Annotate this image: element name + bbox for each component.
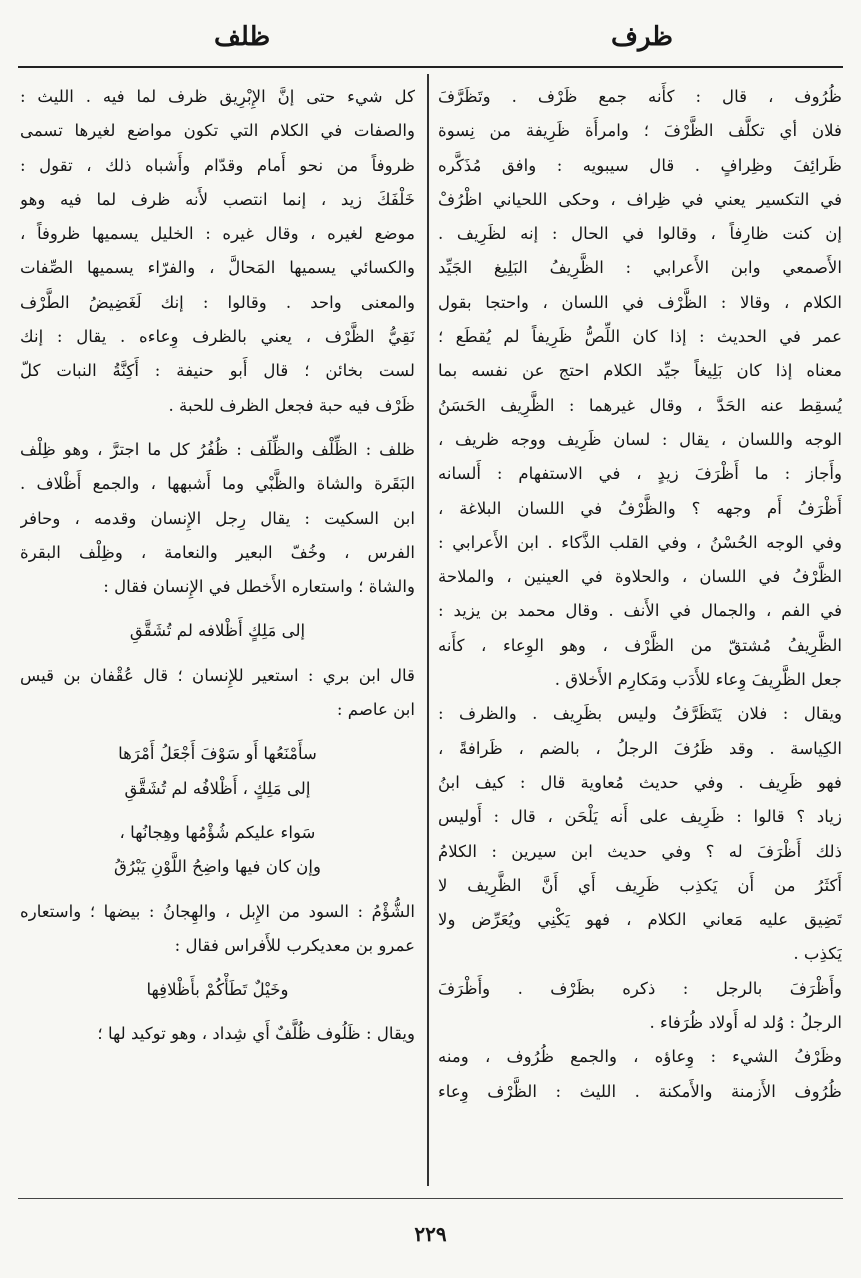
text-line: موضع لغيره ، وقال غيره : الخليل يسميها ظروفاً ، [20, 224, 415, 244]
text-line: ويقال : ظَلُوف ظُلَّفٌ أَي شِداد ، وهو توكيد لها ؛ [97, 1024, 415, 1044]
spacer [20, 423, 415, 433]
text-line: وأَظْرَفَ بالرجل : ذكره بظَرْف . وأَظْرَفَ [438, 978, 842, 998]
right-column [438, 80, 842, 1190]
text-line: يُسقِط عنه الحَدَّ ، وقال غيرهما : الظَّرِيف الحَسَنُ [438, 395, 842, 415]
text-line: فلان أي تكلَّف الظَّرْفَ ؛ وامرأَة ظَرِيفة من نِسوة [438, 121, 842, 141]
text-line: الأَصمعي وابن الأَعرابي : الظَّرِيفُ البَلِيغ الجَيِّد [438, 258, 842, 278]
text-line: في التكسير يعني في ظِراف ، وحكى اللحياني اظْرُفْ [438, 189, 842, 209]
text-line: والمعنى واحد . وقالوا : إنك لَغَضِيضُ الطَّرْف [20, 292, 415, 312]
spacer [20, 806, 415, 816]
text-line: أَظْرَفُ أَم وجهه ؟ والظَّرْفُ في اللسان البلاغة ، [438, 498, 842, 518]
verse-line: سَواء عليكم شُؤْمُها وهِجانُها ، [119, 822, 316, 842]
text-line: الظَّرِيفُ مُشتقّ من الظَّرْف ، وهو الوِعاء ، كأَنه [438, 635, 842, 655]
text-line: جعل الظَّرِيفَ وِعاء للأَدَب ومَكارِم الأَخلاق . [554, 670, 842, 690]
text-line: يَكذِب . [793, 944, 842, 964]
footer-rule [18, 1198, 843, 1199]
verse-line: وإن كان فيها واضِحُ اللَّوْنِ يَبْرُقُ [114, 857, 321, 877]
text-line: كل شيء حتى إنَّ الإِبْرِيق ظرف لما فيه . الليث : [20, 87, 415, 106]
text-line: الرجلُ : وُلد له أَولاد ظُرَفاء . [649, 1013, 842, 1033]
text-line: زياد ؟ قالوا : ظَرِيف على أَنه يَلْحَن ، قال : أَوليس [438, 807, 842, 827]
text-line: الكِياسة . وقد ظَرُفَ الرجلُ ، بالضم ، ظَرافةً ، [438, 738, 842, 758]
text-line: والكسائي يسميها المَحالَّ ، والفرّاء يسميها الصِّفات [20, 258, 415, 278]
header-keyword-left: ظلف [214, 22, 271, 52]
spacer [20, 604, 415, 614]
spacer [20, 1007, 415, 1017]
column-divider [427, 74, 429, 1186]
text-line: قال ابن بري : استعير للإِنسان ؛ قال عُقْفان بن قيس [20, 665, 415, 685]
text-line: ظُرُوف ، قال : كأَنه جمع ظَرْف . وتَظَرَّفَ [438, 87, 842, 106]
text-line: وفي الوجه الحُسْنُ ، وفي القلب الذَّكاء . ابن الأَعرابي : [438, 532, 842, 552]
text-line: معناه إذا كان بَلِيغاً جيِّد الكلام احتج عن نفسه بما [438, 361, 842, 381]
text-line: والشاة ؛ واستعاره الأَخطل في الإِنسان فقال : [103, 577, 415, 597]
text-line: والصفات في الكلام التي تكون مواضع لغيرها تسمى [20, 121, 415, 141]
verse-line: إلى مَلِكٍ أَظْلافه لم تُشَقَّقِ [129, 621, 306, 641]
text-line: ظروفاً من نحو أَمام وقدّام وأَشباه ذلك ، تقول : [20, 155, 415, 175]
text-line: وأَجاز : ما أَظْرَفَ زيدٍ ، في الاستفهام : أَلسانه [438, 464, 842, 484]
spacer [20, 649, 415, 659]
text-line: وظَرْفُ الشيء : وِعاؤه ، والجمع ظُرُوف ، ومنه [438, 1047, 842, 1067]
text-line: إن كنت ظارِفاً ، وقالوا في الحال : إنه لظَرِيف . [438, 224, 842, 244]
text-line: ظَرائِفَ وظِرافٍ . قال سيبويه : وافق مُذَكَّره [438, 155, 842, 175]
text-line: ابن السكيت : يقال رِجل الإِنسان وقدمه ، وحافر [20, 508, 415, 528]
text-line: الشُّؤْمُ : السود من الإِبل ، والهِجانُ : بيضها ؛ واستعاره [20, 901, 415, 921]
text-line: الكلام ، وقالا : الظَّرْف في اللسان ، واحتجا بقول [438, 292, 842, 312]
entry-heading-line: ظلف : الظِّلْف والظِّلَف : ظُفُرُ كل ما اجترَّ ، وهو ظِلْف [20, 439, 415, 459]
text-line: نَقِيُّ الظَّرْف ، يعني بالظرف وِعاءه . يقال : إنك [20, 327, 415, 347]
text-line: أَكثَرُ من أَن يَكذِب ظَرِيف أَي أَنَّ الظَّرِيف لا [438, 875, 842, 895]
verse-line: وخَيْلٌ تَطَأْكُمْ بأَظْلافِها [146, 980, 289, 1000]
text-line: تَضِيق عليه مَعاني الكلام ، فهو يَكْنِي ويُعَرِّض ولا [438, 910, 842, 930]
left-column [20, 80, 415, 1190]
text-line: عمرو بن معديكرب للأَفراس فقال : [174, 935, 415, 955]
text-line: لست بخائن ؛ قال أَبو حنيفة : أَكِنَّةُ النبات كلّ [20, 361, 415, 381]
text-line: ظُرُوف الأَزمنة والأَمكنة . الليث : الظَّرْف وِعاء [438, 1081, 842, 1101]
text-line: الوجه واللسان ، يقال : لسان ظَرِيف ووجه ظريف ، [438, 429, 842, 449]
text-line: الفرس ، وخُفّ البعير والنعامة ، وظِلْف البقرة [20, 542, 415, 562]
spacer [20, 963, 415, 973]
verse-line: سأَمْنَعُها أَو سَوْفَ أَجْعَلُ أَمْرَها [118, 744, 317, 764]
text-line: عمر في الحديث : إذا كان اللِّصُّ ظَرِيفاً لم يُقطَع ؛ [438, 327, 842, 347]
text-line: ويقال : فلان يَتَظَرَّفُ وليس بظَرِيف . والظرف : [438, 704, 842, 724]
text-line: ظَرْف فيه حبة فجعل الظرف للحبة . [168, 395, 415, 415]
text-line: ذلك أَظْرَفَ له ؟ وفي حديث ابن سيرين : الكلامُ [438, 841, 842, 861]
spacer [20, 727, 415, 737]
verse-line: إلى مَلِكٍ ، أَظْلافُه لم تُشَقَّقِ [124, 778, 311, 798]
spacer [20, 885, 415, 895]
text-line: البَقَرة والشاة والظَّبْي وما أَشبهها ، والجمع أَظْلاف . [20, 474, 415, 494]
text-line: الظَّرْفُ في اللسان ، والحلاوة في العينين ، والملاحة [438, 567, 842, 587]
page-number: ٢٢٩ [414, 1222, 447, 1246]
header-keyword-right: ظرف [611, 22, 673, 52]
text-line: ابن عاصم : [336, 700, 415, 720]
text-line: في الفم ، والجمال في الأَنف . وقال محمد بن يزيد : [438, 601, 842, 621]
header-rule [18, 66, 843, 68]
text-line: خَلْفَكَ زيد ، إنما انتصب لأَنه ظرف لما فيه وهو [20, 189, 415, 209]
text-line: فهو ظَرِيف . وفي حديث مُعاوية قال : كيف ابنُ [438, 772, 842, 792]
